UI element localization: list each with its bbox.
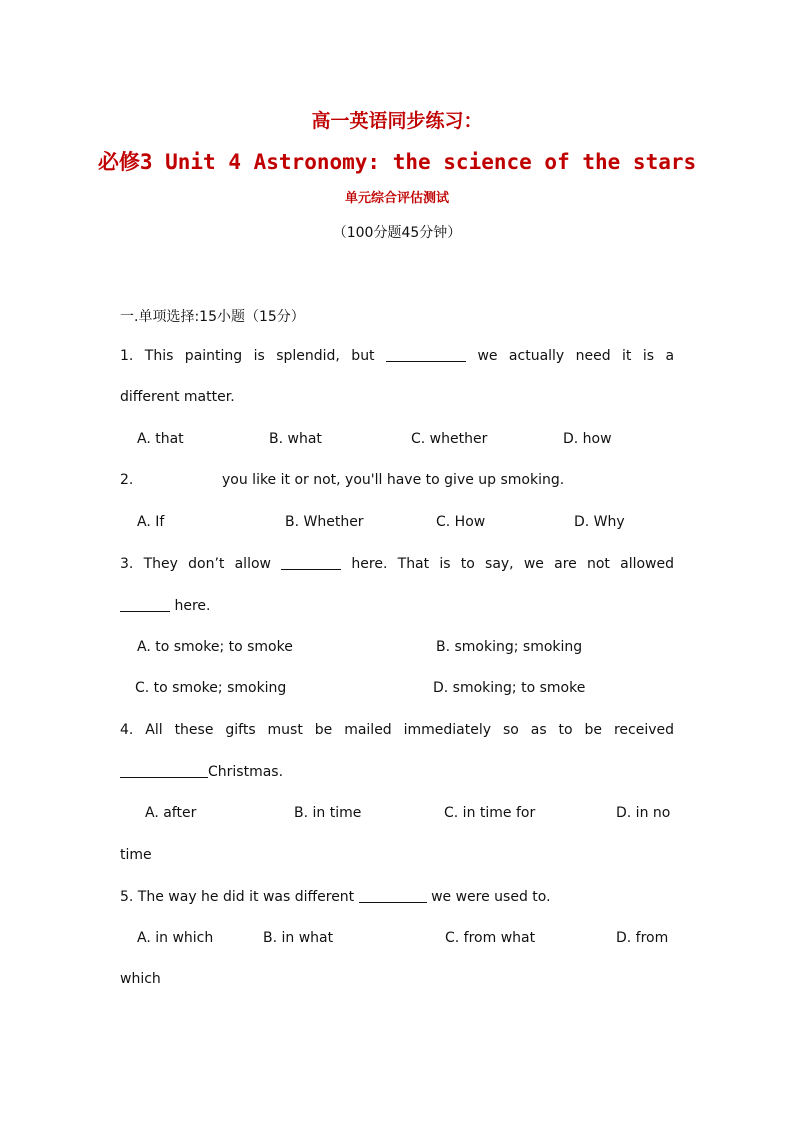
- answer-blank: [120, 763, 208, 778]
- question-2-number: 2.: [120, 472, 134, 488]
- question-1-option-c: C. whether: [411, 431, 488, 447]
- question-2-option-c: C. How: [436, 514, 486, 530]
- title-line-2: 必修3 Unit 4 Astronomy: the science of the stars: [97, 150, 697, 174]
- question-2-stem: you like it or not, you'll have to give up smoking.: [222, 472, 565, 488]
- section-heading: 一.单项选择:15小题（15分）: [120, 309, 305, 325]
- question-5-stem: 5. The way he did it was different we were used to.: [120, 889, 551, 905]
- question-4-option-a: A. after: [145, 805, 197, 821]
- question-4-option-c: C. in time for: [444, 805, 536, 821]
- question-3-stem-cont: here.: [120, 597, 210, 614]
- test-info: （100分题45分钟）: [332, 225, 462, 241]
- question-4-option-d: D. in no: [616, 805, 671, 821]
- question-4-option-b: B. in time: [294, 805, 362, 821]
- question-5-option-b: B. in what: [263, 930, 334, 946]
- question-5-option-d: D. from: [616, 930, 669, 946]
- question-3-option-d: D. smoking; to smoke: [433, 680, 586, 696]
- answer-blank: [281, 555, 341, 570]
- question-4-stem: 4. All these gifts must be mailed immediately so as to be received: [120, 722, 674, 738]
- question-1-option-b: B. what: [269, 431, 322, 447]
- question-2-option-d: D. Why: [574, 514, 625, 530]
- question-4-option-d-wrap: time: [120, 847, 152, 863]
- question-4-stem-cont: Christmas.: [120, 763, 283, 780]
- question-3-option-a: A. to smoke; to smoke: [137, 639, 293, 655]
- question-3-option-c: C. to smoke; smoking: [135, 680, 287, 696]
- question-2-option-b: B. Whether: [285, 514, 364, 530]
- title-line-1: 高一英语同步练习：: [311, 110, 483, 132]
- question-1-option-d: D. how: [563, 431, 612, 447]
- question-5-option-a: A. in which: [137, 930, 214, 946]
- title-line-3: 单元综合评估测试: [344, 191, 449, 206]
- question-5-option-d-wrap: which: [120, 971, 161, 987]
- question-5-option-c: C. from what: [445, 930, 536, 946]
- question-1-stem: 1. This painting is splendid, but we actually need it is a: [120, 348, 675, 364]
- question-2-option-a: A. If: [137, 514, 165, 530]
- question-1-option-a: A. that: [137, 431, 184, 447]
- question-3-stem: 3. They don’t allow here. That is to say, we are not allowed: [120, 556, 675, 572]
- question-3-option-b: B. smoking; smoking: [436, 639, 583, 655]
- question-1-stem-cont: different matter.: [120, 389, 235, 405]
- answer-blank: [386, 347, 466, 362]
- answer-blank: [120, 597, 170, 612]
- answer-blank: [359, 888, 427, 903]
